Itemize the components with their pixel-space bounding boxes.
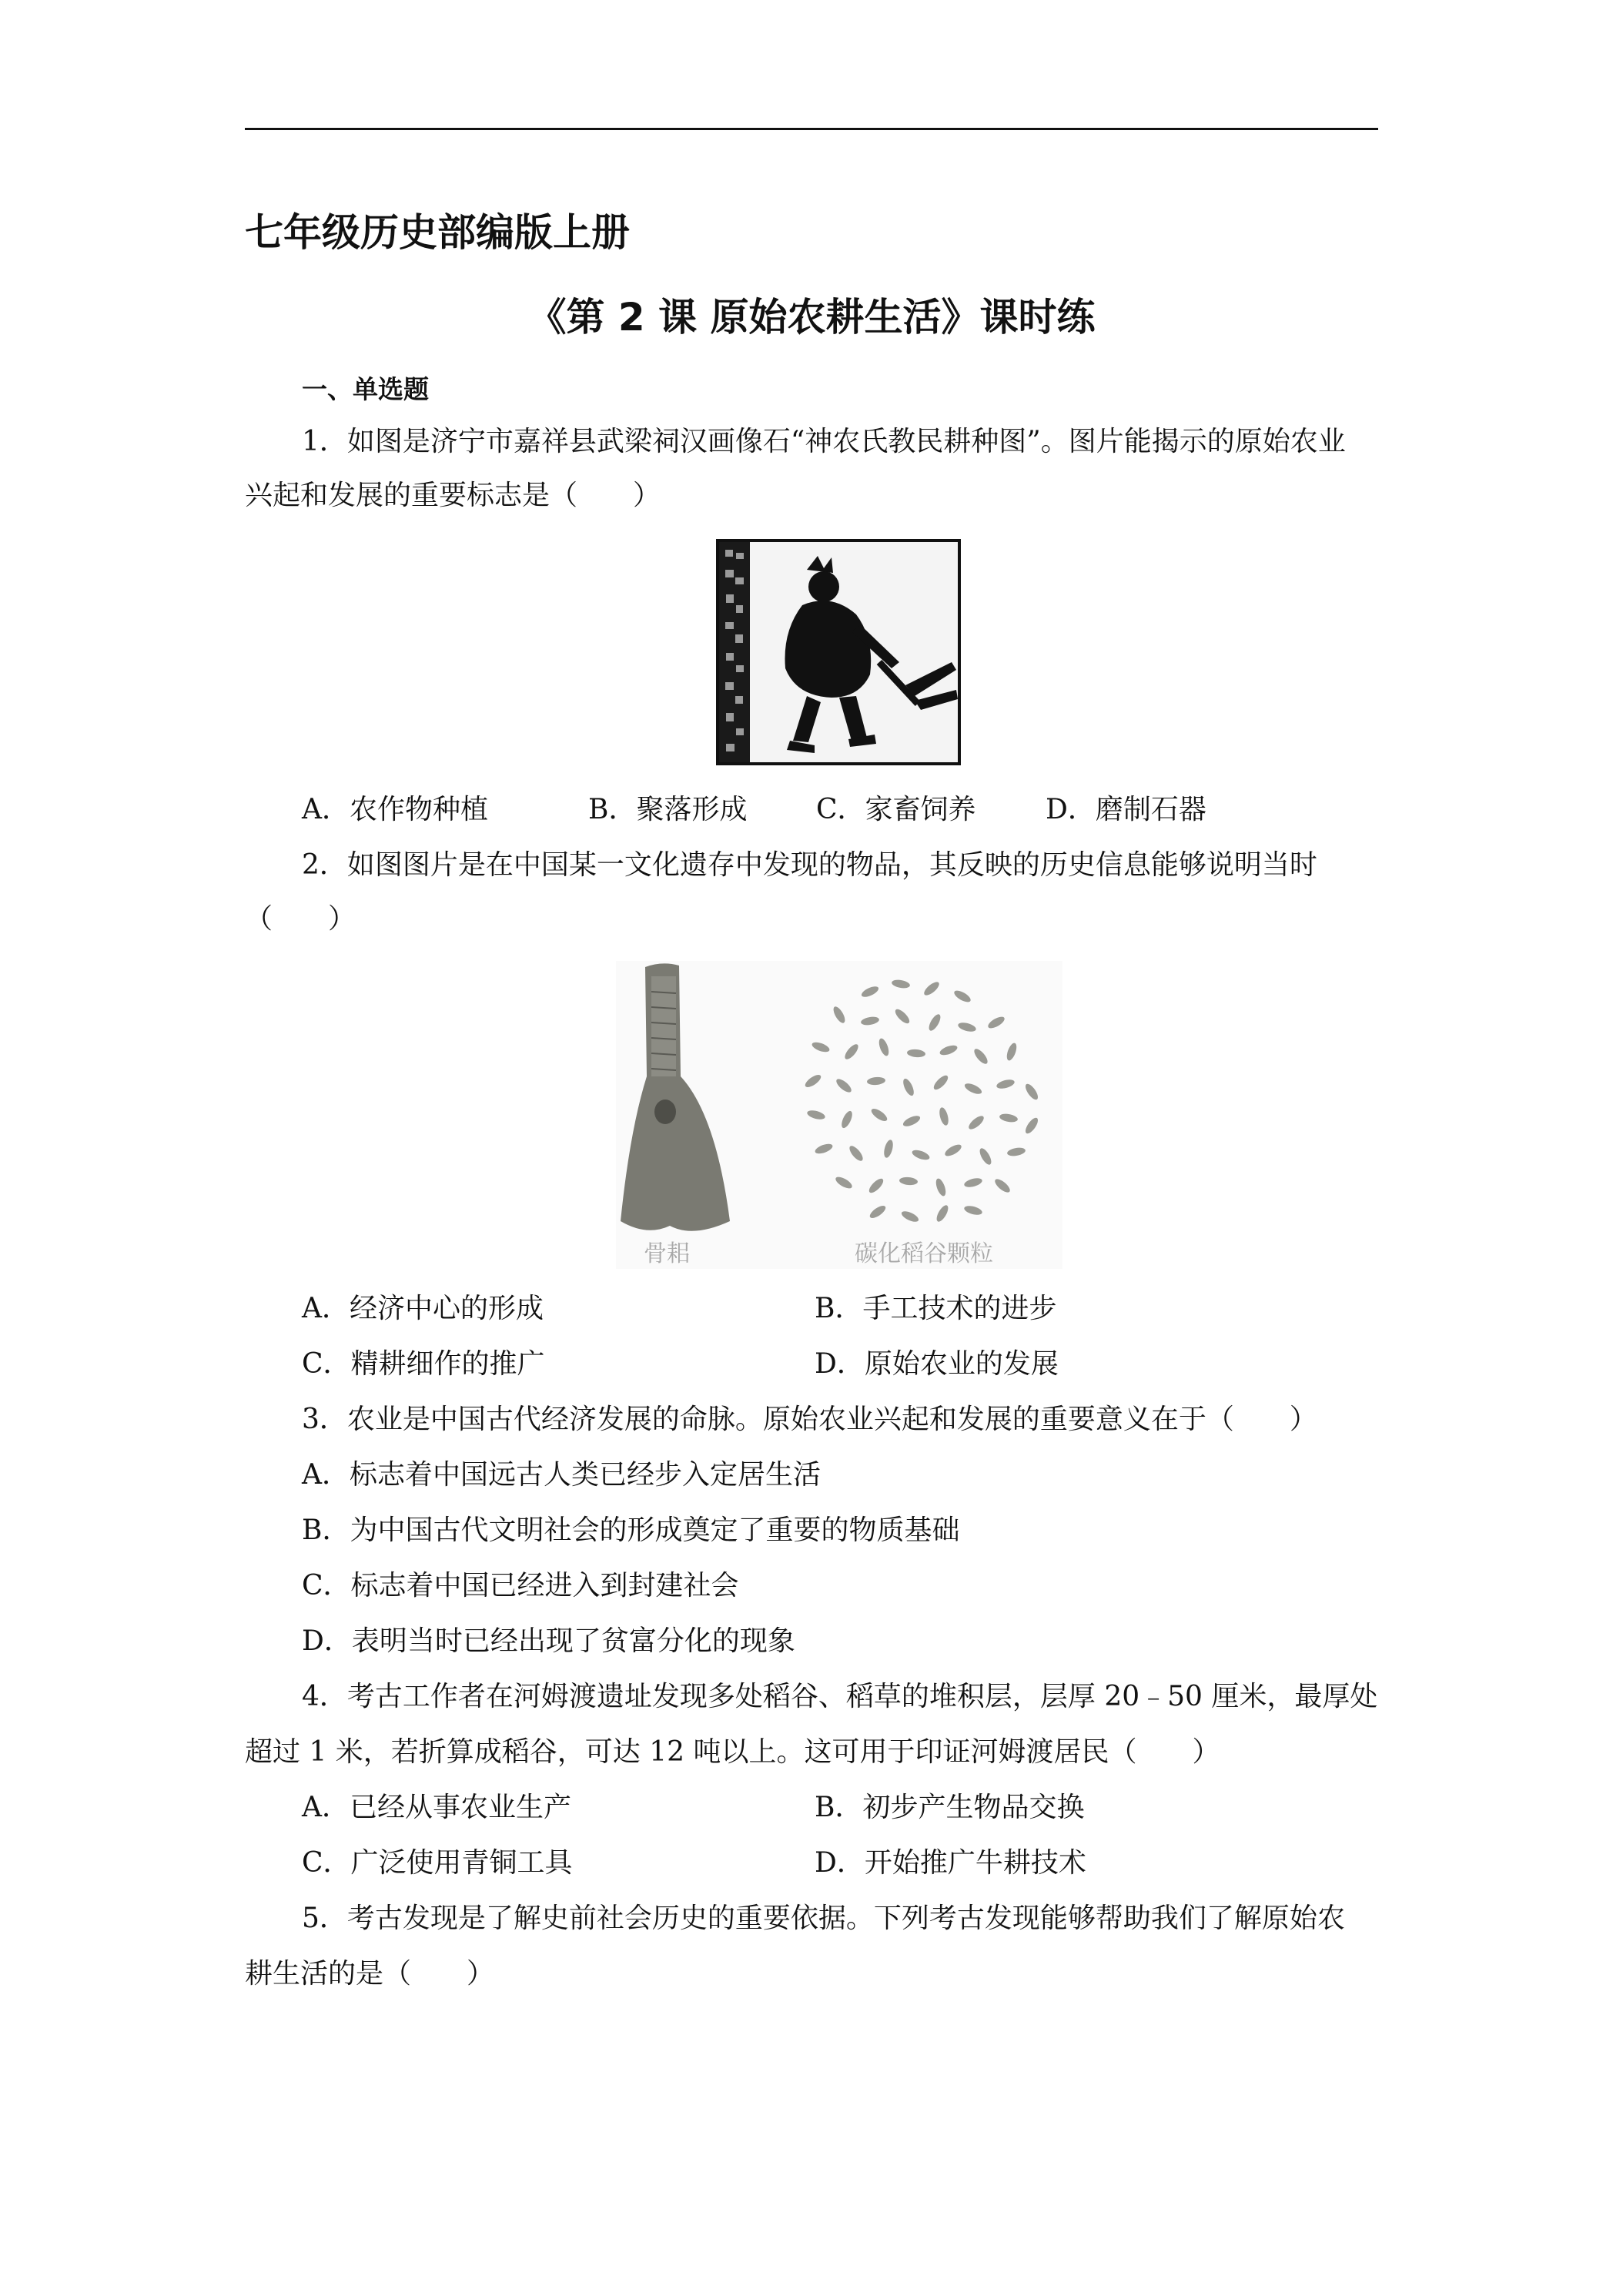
q3-option-b: B．为中国古代文明社会的形成奠定了重要的物质基础 bbox=[302, 1514, 960, 1546]
caption-carbonized-rice: 碳化稻谷颗粒 bbox=[855, 1240, 993, 1267]
shennong-farming-figure bbox=[716, 539, 961, 765]
header-rule bbox=[245, 128, 1378, 130]
q2-option-d: D．原始农业的发展 bbox=[815, 1348, 1059, 1380]
document-title: 七年级历史部编版上册 bbox=[245, 210, 630, 255]
q4-option-d: D．开始推广牛耕技术 bbox=[815, 1847, 1086, 1879]
q2-option-b: B．手工技术的进步 bbox=[815, 1293, 1057, 1324]
q4-stem-cont: 超过 1 米，若折算成稻谷，可达 12 吨以上。这可用于印证河姆渡居民（ ） bbox=[245, 1736, 1220, 1768]
section-heading: 一、单选题 bbox=[302, 374, 429, 404]
q4-option-a: A．已经从事农业生产 bbox=[302, 1792, 571, 1823]
q5-stem-cont: 耕生活的是（ ） bbox=[245, 1958, 495, 1990]
q2-stem-cont: （ ） bbox=[245, 903, 356, 935]
q3-option-a: A．标志着中国远古人类已经步入定居生活 bbox=[302, 1459, 821, 1491]
q5-stem: 5．考古发现是了解史前社会历史的重要依据。下列考古发现能够帮助我们了解原始农 bbox=[302, 1903, 1345, 1934]
q3-option-d: D．表明当时已经出现了贫富分化的现象 bbox=[302, 1625, 795, 1657]
q1-option-b: B．聚落形成 bbox=[588, 794, 748, 825]
q1-stem-cont: 兴起和发展的重要标志是（ ） bbox=[245, 480, 661, 511]
q1-option-d: D．磨制石器 bbox=[1046, 794, 1206, 825]
q2-option-a: A．经济中心的形成 bbox=[302, 1293, 544, 1324]
q1-stem: 1．如图是济宁市嘉祥县武梁祠汉画像石“神农氏教民耕种图”。图片能揭示的原始农业 bbox=[302, 426, 1346, 457]
q3-stem: 3．农业是中国古代经济发展的命脉。原始农业兴起和发展的重要意义在于（ ） bbox=[302, 1404, 1317, 1435]
q2-option-c: C．精耕细作的推广 bbox=[302, 1348, 545, 1380]
lesson-title: 《第 2 课 原始农耕生活》课时练 bbox=[527, 295, 1096, 340]
q4-stem: 4．考古工作者在河姆渡遗址发现多处稻谷、稻草的堆积层，层厚 20﹣50 厘米，最厚处 bbox=[302, 1681, 1378, 1712]
q1-option-c: C．家畜饲养 bbox=[816, 794, 976, 825]
q4-option-c: C．广泛使用青铜工具 bbox=[302, 1847, 573, 1879]
q1-option-a: A．农作物种植 bbox=[302, 794, 488, 825]
caption-bone-spade: 骨耜 bbox=[644, 1240, 690, 1267]
q4-option-b: B．初步产生物品交换 bbox=[815, 1792, 1085, 1823]
hemudu-artifacts-figure bbox=[616, 961, 1062, 1269]
q3-option-c: C．标志着中国已经进入到封建社会 bbox=[302, 1570, 739, 1602]
q2-stem: 2．如图图片是在中国某一文化遗存中发现的物品，其反映的历史信息能够说明当时 bbox=[302, 849, 1317, 881]
